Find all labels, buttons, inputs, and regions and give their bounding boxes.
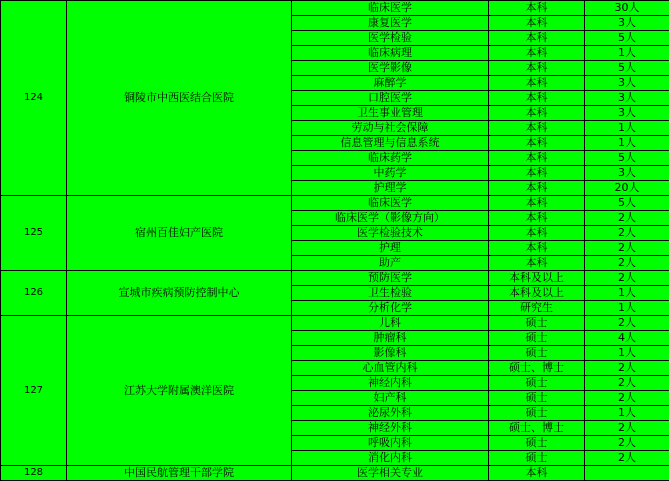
table-row (1, 271, 669, 286)
employer-cell: 宿州百佳妇产医院 (67, 196, 292, 271)
degree-cell: 本科 (489, 1, 585, 16)
headcount-cell: 1人 (585, 406, 669, 421)
degree-cell: 本科 (489, 46, 585, 61)
headcount-cell: 1人 (585, 121, 669, 136)
degree-cell: 本科 (489, 121, 585, 136)
headcount-cell: 1人 (585, 301, 669, 316)
headcount-cell: 4人 (585, 331, 669, 346)
degree-cell: 硕士 (489, 346, 585, 361)
headcount-cell: 2人 (585, 391, 669, 406)
major-cell: 康复医学 (292, 16, 489, 31)
degree-cell: 硕士 (489, 436, 585, 451)
major-cell: 心血管内科 (292, 361, 489, 376)
degree-cell: 本科 (489, 136, 585, 151)
degree-cell: 本科 (489, 226, 585, 241)
headcount-cell: 3人 (585, 106, 669, 121)
major-cell: 妇产科 (292, 391, 489, 406)
headcount-cell: 3人 (585, 76, 669, 91)
degree-cell: 本科 (489, 241, 585, 256)
headcount-cell: 2人 (585, 256, 669, 271)
major-cell: 中药学 (292, 166, 489, 181)
degree-cell: 本科 (489, 466, 585, 481)
degree-cell: 本科 (489, 61, 585, 76)
headcount-cell (585, 466, 669, 481)
major-cell: 信息管理与信息系统 (292, 136, 489, 151)
degree-cell: 硕士 (489, 316, 585, 331)
major-cell: 预防医学 (292, 271, 489, 286)
serial-number-cell: 126 (1, 271, 67, 316)
degree-cell: 硕士 (489, 391, 585, 406)
major-cell: 儿科 (292, 316, 489, 331)
degree-cell: 本科及以上 (489, 271, 585, 286)
headcount-cell: 2人 (585, 376, 669, 391)
headcount-cell: 2人 (585, 421, 669, 436)
serial-number-cell: 124 (1, 1, 67, 196)
major-cell: 分析化学 (292, 301, 489, 316)
degree-cell: 本科 (489, 106, 585, 121)
major-cell: 护理 (292, 241, 489, 256)
degree-cell: 本科 (489, 151, 585, 166)
major-cell: 肿瘤科 (292, 331, 489, 346)
degree-cell: 硕士、博士 (489, 361, 585, 376)
major-cell: 卫生检验 (292, 286, 489, 301)
headcount-cell: 5人 (585, 151, 669, 166)
employer-cell: 江苏大学附属澳洋医院 (67, 316, 292, 466)
degree-cell: 硕士 (489, 376, 585, 391)
degree-cell: 本科 (489, 211, 585, 226)
degree-cell: 硕士 (489, 451, 585, 466)
serial-number-cell: 128 (1, 466, 67, 481)
major-cell: 临床药学 (292, 151, 489, 166)
degree-cell: 本科 (489, 196, 585, 211)
major-cell: 护理学 (292, 181, 489, 196)
headcount-cell: 2人 (585, 436, 669, 451)
headcount-cell: 2人 (585, 451, 669, 466)
degree-cell: 硕士 (489, 406, 585, 421)
major-cell: 医学相关专业 (292, 466, 489, 481)
degree-cell: 本科 (489, 256, 585, 271)
major-cell: 医学影像 (292, 61, 489, 76)
headcount-cell: 3人 (585, 16, 669, 31)
major-cell: 卫生事业管理 (292, 106, 489, 121)
degree-cell: 本科 (489, 166, 585, 181)
employer-cell: 宣城市疾病预防控制中心 (67, 271, 292, 316)
headcount-cell: 30人 (585, 1, 669, 16)
degree-cell: 本科 (489, 91, 585, 106)
major-cell: 呼吸内科 (292, 436, 489, 451)
degree-cell: 硕士 (489, 331, 585, 346)
headcount-cell: 2人 (585, 271, 669, 286)
major-cell: 医学检验技术 (292, 226, 489, 241)
headcount-cell: 1人 (585, 46, 669, 61)
major-cell: 临床医学（影像方向） (292, 211, 489, 226)
headcount-cell: 5人 (585, 196, 669, 211)
headcount-cell: 1人 (585, 136, 669, 151)
degree-cell: 本科 (489, 76, 585, 91)
headcount-cell: 1人 (585, 346, 669, 361)
major-cell: 临床医学 (292, 196, 489, 211)
degree-cell: 本科 (489, 31, 585, 46)
serial-number-cell: 127 (1, 316, 67, 466)
headcount-cell: 3人 (585, 166, 669, 181)
headcount-cell: 5人 (585, 61, 669, 76)
degree-cell: 本科 (489, 16, 585, 31)
major-cell: 临床医学 (292, 1, 489, 16)
major-cell: 劳动与社会保障 (292, 121, 489, 136)
major-cell: 神经内科 (292, 376, 489, 391)
major-cell: 麻醉学 (292, 76, 489, 91)
table-row (1, 196, 669, 211)
table-body (1, 1, 669, 481)
table-row (1, 1, 669, 16)
degree-cell: 研究生 (489, 301, 585, 316)
table-row (1, 466, 669, 481)
headcount-cell: 2人 (585, 211, 669, 226)
headcount-cell: 2人 (585, 316, 669, 331)
major-cell: 泌尿外科 (292, 406, 489, 421)
headcount-cell: 20人 (585, 181, 669, 196)
major-cell: 神经外科 (292, 421, 489, 436)
degree-cell: 本科及以上 (489, 286, 585, 301)
serial-number-cell: 125 (1, 196, 67, 271)
headcount-cell: 1人 (585, 286, 669, 301)
degree-cell: 硕士、博士 (489, 421, 585, 436)
degree-cell: 本科 (489, 181, 585, 196)
employer-cell: 中国民航管理干部学院 (67, 466, 292, 481)
headcount-cell: 2人 (585, 361, 669, 376)
major-cell: 消化内科 (292, 451, 489, 466)
major-cell: 医学检验 (292, 31, 489, 46)
major-cell: 临床病理 (292, 46, 489, 61)
headcount-cell: 3人 (585, 91, 669, 106)
headcount-cell: 5人 (585, 31, 669, 46)
headcount-cell: 2人 (585, 226, 669, 241)
major-cell: 影像科 (292, 346, 489, 361)
table-row (1, 316, 669, 331)
headcount-cell: 2人 (585, 241, 669, 256)
employer-cell: 铜陵市中西医结合医院 (67, 1, 292, 196)
major-cell: 助产 (292, 256, 489, 271)
major-cell: 口腔医学 (292, 91, 489, 106)
